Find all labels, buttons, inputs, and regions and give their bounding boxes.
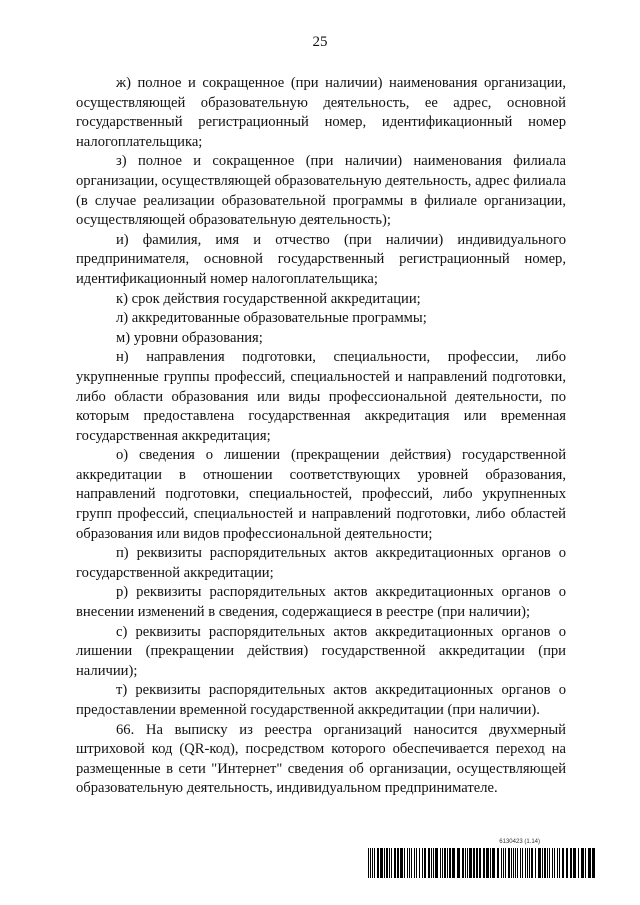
barcode-stripe [431,848,432,878]
paragraph-p: п) реквизиты распорядительных актов аккредитационных органов о государственной аккредитации; [76,545,566,581]
barcode-stripe [416,848,417,878]
barcode-stripe [490,848,491,878]
barcode-stripe [501,848,502,878]
barcode-stripe [397,848,399,878]
barcode-stripe [529,848,530,878]
barcode-stripe [374,848,375,878]
barcode-stripe [588,848,591,878]
barcode-icon [368,848,598,878]
document-body [76,74,566,799]
barcode-stripe [585,848,586,878]
barcode-stripe [542,848,543,878]
page-number: 25 [312,34,328,50]
paragraph-o: о) сведения о лишении (прекращении действия) государственной аккредитации в отношении соответствующих уровней образования, направлений подготовки, специальностей, профессий, либо укрупненных групп профессий, специальностей и направлений подготовки, либо областей образования или видов профессиональной деятельности; [76,447,566,542]
barcode-stripe [447,848,448,878]
barcode-stripe [452,848,455,878]
barcode-stripe [377,848,379,878]
barcode-stripe [433,848,434,878]
barcode-stripe [476,848,478,878]
barcode-stripe [515,848,516,878]
barcode-stripe [422,848,423,878]
barcode-stripe [407,848,408,878]
barcode-stripe [442,848,443,878]
barcode-stripe [483,848,485,878]
paragraph-t: т) реквизиты распорядительных актов аккредитационных органов о предоставлении временной государственной аккредитации (при наличии). [76,682,566,718]
barcode-stripe [409,848,410,878]
barcode-stripe [370,848,371,878]
barcode-stripe [467,848,468,878]
paragraph-i: и) фамилия, имя и отчество (при наличии) индивидуального предпринимателя, основной государственный регистрационный номер, идентификационный номер налогоплательщика; [76,231,566,287]
barcode-stripe [517,848,518,878]
barcode-stripe [486,848,489,878]
barcode-stripe [462,848,464,878]
barcode-caption: 6130423 (1.14) [499,839,540,845]
barcode-stripe [473,848,475,878]
barcode-stripe [522,848,523,878]
barcode-stripe [503,848,504,878]
barcode-stripe [394,848,396,878]
barcode-stripe [527,848,528,878]
barcode-stripe [578,848,579,878]
paragraph-r: р) реквизиты распорядительных актов аккредитационных органов о внесении изменений в сведения, содержащиеся в реестре (при наличии); [76,584,566,621]
barcode-stripe [469,848,472,878]
barcode-stripe [554,848,555,878]
barcode-stripe [581,848,584,878]
paragraph-66: 66. На выписку из реестра организаций наносится двухмерный штриховой код (QR-код), посредством которого обеспечивается переход на размещенные в сети "Интернет" сведения об организации, осуществляющей образовательную деятельность, индивидуальном предпринимателе. [76,721,566,797]
barcode-stripe [547,848,548,878]
barcode-stripe [562,848,564,878]
barcode-stripe [592,848,595,878]
barcode-stripe [389,848,390,878]
barcode-stripe [508,848,510,878]
barcode-stripe [457,848,460,878]
barcode-stripe [559,848,560,878]
barcode-stripe [372,848,373,878]
barcode-stripe [497,848,499,878]
barcode-stripe [444,848,446,878]
barcode-block [368,839,598,879]
barcode-stripe [549,848,550,878]
barcode-stripe [404,848,405,878]
barcode-stripe [386,848,388,878]
barcode-stripe [505,848,506,878]
barcode-stripe [465,848,466,878]
barcode-stripe [511,848,512,878]
paragraph-l: л) аккредитованные образовательные программы; [116,310,427,327]
paragraph-m: м) уровни образования; [116,329,263,346]
barcode-stripe [531,848,533,878]
barcode-stripe [391,848,392,878]
paragraph-zh: ж) полное и сокращенное (при наличии) наименования организации, осуществляющей образовательную деятельность, ее адрес, основной государственный регистрационный номер, идентификационный номер налогоплательщика; [76,75,566,150]
barcode-stripe [428,848,430,878]
barcode-stripe [400,848,403,878]
barcode-stripe [424,848,426,878]
barcode-stripe [573,848,576,878]
barcode-stripe [419,848,420,878]
barcode-stripe [570,848,572,878]
barcode-stripe [479,848,481,878]
paragraph-n: н) направления подготовки, специальности, профессии, либо укрупненные группы профессий, специальностей и направлений подготовки, либо области образования или виды профессиональной деятельности, по которым предоставлена государственная аккредитация или временная государственная аккредитация; [76,349,566,444]
barcode-stripe [414,848,415,878]
barcode-stripe [525,848,526,878]
barcode-stripe [520,848,521,878]
paragraph-k: к) срок действия государственной аккредитации; [116,290,421,307]
barcode-stripe [535,848,536,878]
barcode-stripe [449,848,451,878]
barcode-stripe [384,848,385,878]
barcode-stripe [435,848,438,878]
barcode-stripe [538,848,541,878]
barcode-stripe [544,848,546,878]
barcode-stripe [566,848,568,878]
barcode-stripe [440,848,441,878]
paragraph-z: з) полное и сокращенное (при наличии) наименования филиала организации, осуществляющей образовательную деятельность, адрес филиала (в случае реализации образовательной программы в филиале организации, осуществляющей образовательную деятельность); [76,153,566,229]
barcode-stripe [411,848,412,878]
barcode-stripe [557,848,558,878]
barcode-stripe [513,848,514,878]
barcode-stripe [552,848,553,878]
barcode-stripe [380,848,383,878]
barcode-stripe [492,848,495,878]
paragraph-s: с) реквизиты распорядительных актов аккредитационных органов о лишении (прекращении действия) государственной аккредитации (при наличии); [76,623,566,679]
barcode-stripe [368,848,369,878]
